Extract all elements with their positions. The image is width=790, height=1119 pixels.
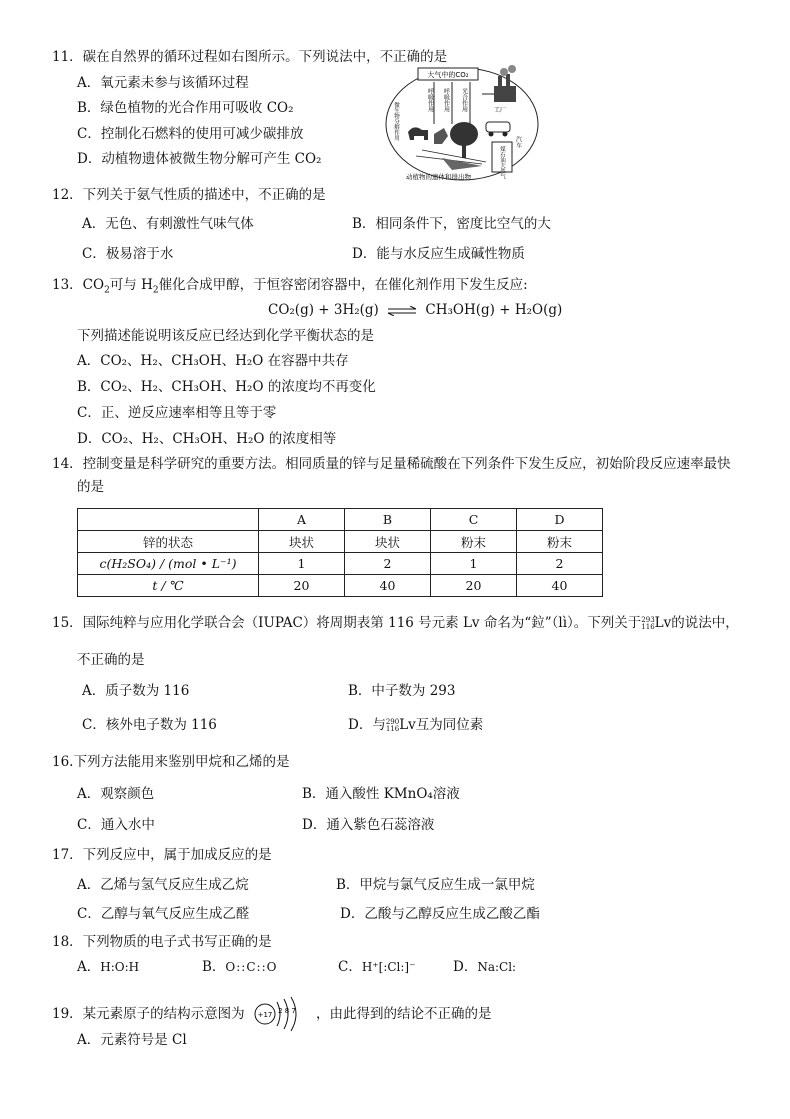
table-cell: 40 <box>517 575 603 597</box>
table-cell: 块状 <box>345 531 431 553</box>
table-cell: 20 <box>259 575 345 597</box>
table-header-cell <box>78 509 259 531</box>
q15-option-d-nuclide: 290 116Lv <box>385 717 416 733</box>
q12-option-c: C．极易溶于水 <box>82 246 174 262</box>
table-cell: 1 <box>259 553 345 575</box>
table-cell: 1 <box>431 553 517 575</box>
q11-option-d: D．动植物遗体被微生物分解可产生 CO₂ <box>77 151 322 167</box>
table-cell: 粉末 <box>431 531 517 553</box>
q12-option-a: A．无色、有刺激性气味气体 <box>82 216 254 232</box>
table-cell: 20 <box>431 575 517 597</box>
table-cell: 锌的状态 <box>78 531 259 553</box>
q13-option-d: D．CO₂、H₂、CH₃OH、H₂O 的浓度相等 <box>77 431 337 447</box>
q14-stem-cont: 的是 <box>77 479 104 495</box>
fig-respiration-label: 呼吸作用 <box>426 88 434 112</box>
q18-option-b-formula: O::C::O <box>225 960 278 974</box>
table-row <box>78 575 603 597</box>
table-header-cell: D <box>517 509 603 531</box>
q15-option-b: B．中子数为 293 <box>348 683 456 699</box>
q15-stem-cont: 不正确的是 <box>77 652 145 668</box>
table-cell: 粉末 <box>517 531 603 553</box>
fig-bottom-label: 动植物的遗体和排出物 <box>406 173 471 181</box>
q11-option-b: B．绿色植物的光合作用可吸收 CO₂ <box>77 100 294 116</box>
q18-option-c: C．H⁺[:Cl:]⁻ <box>338 959 416 975</box>
fig-fuel-label: 煤石油天然气 <box>499 146 505 179</box>
q17-stem: 17．下列反应中，属于加成反应的是 <box>52 847 272 863</box>
q18-option-a: A．H:O:H <box>77 959 140 975</box>
atom-structure-diagram <box>253 996 313 1032</box>
q19-stem-pre: 19．某元素原子的结构示意图为 <box>52 1006 245 1022</box>
table-row <box>78 531 603 553</box>
table-cell: 2 <box>345 553 431 575</box>
fig-air-label: 大气中的CO₂ <box>427 71 469 79</box>
q15-option-a: A．质子数为 116 <box>82 683 190 699</box>
carbon-cycle-figure <box>382 64 540 182</box>
table-header-cell: C <box>431 509 517 531</box>
q13-equation <box>268 301 562 319</box>
q18-option-d-formula: Na:Cl: <box>477 960 517 974</box>
table-cell: 块状 <box>259 531 345 553</box>
q18-option-d: D．Na:Cl: <box>453 959 517 975</box>
q17-option-d: D．乙酸与乙醇反应生成乙酸乙酯 <box>340 906 540 922</box>
table-cell: 2 <box>517 553 603 575</box>
fig-respiration-label-2: 呼吸作用 <box>442 88 450 112</box>
table-cell: c(H₂SO₄) / (mol • L⁻¹) <box>78 553 259 575</box>
q15-stem: 15．国际纯粹与应用化学联合会（IUPAC）将周期表第 116 号元素 Lv 命名为“鉝”（lì）。下列关于293 116Lv的说法中， <box>52 615 739 631</box>
q16-option-b: B．通入酸性 KMnO₄溶液 <box>302 786 460 802</box>
equilibrium-arrow-icon <box>387 306 417 316</box>
q15-option-c: C．核外电子数为 116 <box>82 717 217 733</box>
q18-stem: 18．下列物质的电子式书写正确的是 <box>52 934 272 950</box>
q16-option-a: A．观察颜色 <box>77 786 155 802</box>
q13-equation-right: CH₃OH(g) + H₂O(g) <box>425 302 563 318</box>
q16-stem: 16.下列方法能用来鉴别甲烷和乙烯的是 <box>52 754 290 770</box>
q15-option-d: D．与290 116Lv互为同位素 <box>348 717 484 733</box>
q18-option-a-formula: H:O:H <box>100 960 140 974</box>
fig-car-label: 汽车 <box>514 136 522 148</box>
q18-option-c-formula: H⁺[:Cl:]⁻ <box>361 960 416 974</box>
q18-option-b: B．O::C::O <box>202 959 278 975</box>
q17-option-c: C．乙醇与氧气反应生成乙醛 <box>77 906 250 922</box>
table-cell: t / ℃ <box>78 575 259 597</box>
q11-option-a: A．氧元素未参与该循环过程 <box>77 75 249 91</box>
q12-option-d: D．能与水反应生成碱性物质 <box>352 246 525 262</box>
table-cell: 40 <box>345 575 431 597</box>
q16-option-d: D．通入紫色石蕊溶液 <box>302 817 435 833</box>
q13-question: 下列描述能说明该反应已经达到化学平衡状态的是 <box>77 328 374 344</box>
q19-option-a: A．元素符号是 Cl <box>77 1032 187 1048</box>
fig-factory-label: 工厂 <box>494 107 507 114</box>
table-header-row <box>78 509 603 531</box>
q14-table <box>77 508 603 597</box>
atom-nucleus-label: +17 <box>257 1011 273 1019</box>
q12-stem: 12．下列关于氨气性质的描述中，不正确的是 <box>52 187 326 203</box>
q14-stem: 14．控制变量是科学研究的重要方法。相同质量的锌与足量稀硫酸在下列条件下发生反应，初始阶段反应速率最快 <box>52 456 731 472</box>
atom-shell-labels: 2 8 7 <box>278 1007 296 1015</box>
q11-stem: 11．碳在自然界的循环过程如右图所示。下列说法中，不正确的是 <box>52 49 448 65</box>
q13-option-b: B．CO₂、H₂、CH₃OH、H₂O 的浓度均不再变化 <box>77 379 376 395</box>
q13-option-c: C．正、逆反应速率相等且等于零 <box>77 405 277 421</box>
q13-option-a: A．CO₂、H₂、CH₃OH、H₂O 在容器中共存 <box>77 353 349 369</box>
table-header-cell: B <box>345 509 431 531</box>
table-row <box>78 553 603 575</box>
table-header-cell: A <box>259 509 345 531</box>
fig-microbe-label: 微生物分解作用 <box>393 102 399 141</box>
q17-option-b: B．甲烷与氯气反应生成一氯甲烷 <box>336 877 535 893</box>
q15-nuclide: 293 116Lv <box>641 615 672 631</box>
q12-option-b: B．相同条件下，密度比空气的大 <box>352 216 551 232</box>
fig-photosynthesis-label: 光合作用 <box>460 88 468 112</box>
q13-stem: 13．$CO_2$可与 $H_2$催化合成甲醇，于恒容密闭容器中，在催化剂作用下发生反应: <box>52 277 528 296</box>
q17-option-a: A．乙烯与氢气反应生成乙烷 <box>77 877 249 893</box>
q16-option-c: C．通入水中 <box>77 817 155 833</box>
q13-equation-left: CO₂(g) + 3H₂(g) <box>268 302 379 318</box>
q19-stem-post: ，由此得到的结论不正确的是 <box>316 1006 492 1022</box>
q11-option-c: C．控制化石燃料的使用可减少碳排放 <box>77 126 304 142</box>
